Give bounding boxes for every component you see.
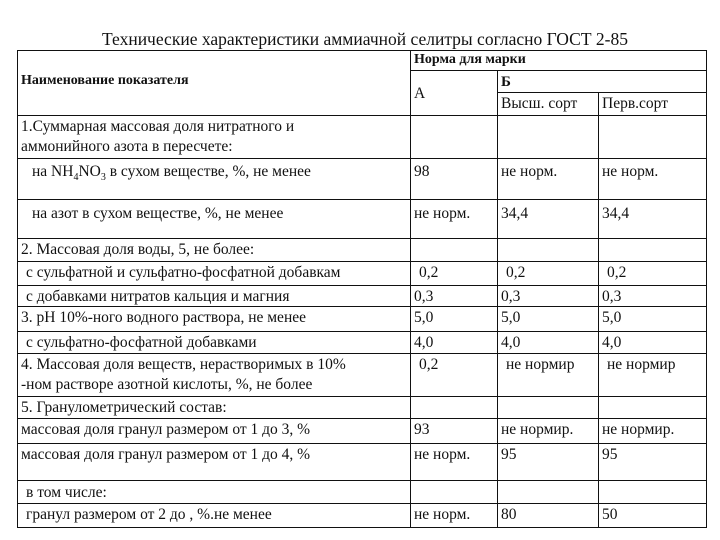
cell-a: 0,3: [411, 286, 498, 307]
row-label: 5. Гранулометрический состав:: [18, 397, 411, 419]
cell-b1: не нормир: [498, 354, 599, 397]
row-label: [18, 354, 411, 397]
row-label: с сульфатно-фосфатной добавками: [18, 332, 411, 354]
cell-b2: 0,2: [599, 262, 707, 286]
cell-b2: не нормир: [599, 354, 707, 397]
cell-b2: [599, 239, 707, 262]
row-label: гранул размером от 2 до , %.не менее: [18, 504, 411, 528]
cell-b2: 50: [599, 504, 707, 528]
row-label: в том числе:: [18, 481, 411, 504]
table-row: [18, 262, 707, 286]
table-row: [18, 419, 707, 444]
specifications-table: [17, 50, 707, 528]
cell-a: [411, 397, 498, 419]
table-row: [18, 481, 707, 504]
label-part: NO: [78, 163, 101, 180]
row-label: с добавками нитратов кальция и магния: [18, 286, 411, 307]
cell-b2: 4,0: [599, 332, 707, 354]
row-label: 2. Массовая доля воды, 5, не более:: [18, 239, 411, 262]
cell-b2: 5,0: [599, 307, 707, 332]
cell-a: [411, 239, 498, 262]
header-first-grade: Перв.сорт: [599, 93, 707, 116]
subscript: 4: [73, 172, 79, 184]
cell-b2: 0,3: [599, 286, 707, 307]
table-row: [18, 332, 707, 354]
cell-a: не норм.: [411, 504, 498, 528]
table-row: [18, 116, 707, 159]
cell-b2: не нормир.: [599, 419, 707, 444]
header-top-grade: Высш. сорт: [498, 93, 599, 116]
table-row: [18, 444, 707, 481]
label-line: 1.Суммарная массовая доля нитратного и: [21, 118, 295, 135]
cell-b1: не нормир.: [498, 419, 599, 444]
cell-b2: [599, 481, 707, 504]
cell-a: [411, 116, 498, 159]
label-line: -ном растворе азотной кислоты, %, не более: [21, 376, 313, 393]
table-row: [18, 239, 707, 262]
cell-a: 4,0: [411, 332, 498, 354]
row-label: [18, 159, 411, 200]
table-row: [18, 354, 707, 397]
table-row: [18, 200, 707, 239]
cell-a: 93: [411, 419, 498, 444]
cell-b1: [498, 481, 599, 504]
cell-a: 0,2: [411, 262, 498, 286]
cell-b2: 95: [599, 444, 707, 481]
cell-a: 5,0: [411, 307, 498, 332]
header-grade-b: Б: [498, 71, 707, 93]
cell-b2: [599, 116, 707, 159]
cell-b1: 34,4: [498, 200, 599, 239]
cell-b1: 0,3: [498, 286, 599, 307]
cell-b1: [498, 397, 599, 419]
label-line: 4. Массовая доля веществ, нерастворимых в 10%: [21, 356, 346, 373]
cell-a: не норм.: [411, 200, 498, 239]
cell-b1: 95: [498, 444, 599, 481]
cell-b1: не норм.: [498, 159, 599, 200]
row-label: [18, 116, 411, 159]
cell-a: [411, 481, 498, 504]
table-row: [18, 307, 707, 332]
cell-b2: 34,4: [599, 200, 707, 239]
cell-a: 0,2: [411, 354, 498, 397]
cell-b1: 0,2: [498, 262, 599, 286]
subscript: 3: [100, 172, 106, 184]
label-part: в сухом веществе, %, не менее: [105, 163, 311, 180]
row-label: на азот в сухом веществе, %, не менее: [18, 200, 411, 239]
cell-a: 98: [411, 159, 498, 200]
row-label: массовая доля гранул размером от 1 до 4, %: [18, 444, 411, 481]
cell-b1: 5,0: [498, 307, 599, 332]
cell-b2: не норм.: [599, 159, 707, 200]
row-label: с сульфатной и сульфатно-фосфатной добавкам: [18, 262, 411, 286]
cell-a: не норм.: [411, 444, 498, 481]
table-row: [18, 397, 707, 419]
table-row: [18, 159, 707, 200]
row-label: 3. pH 10%-ного водного раствора, не менее: [18, 307, 411, 332]
header-norm: Норма для марки: [411, 51, 707, 71]
cell-b2: [599, 397, 707, 419]
header-indicator: Наименование показателя: [18, 51, 411, 116]
header-grade-a: А: [411, 71, 498, 116]
cell-b1: [498, 239, 599, 262]
document-title: Технические характеристики аммиачной селитры согласно ГОСТ 2-85: [102, 29, 628, 49]
cell-b1: 80: [498, 504, 599, 528]
row-label: массовая доля гранул размером от 1 до 3, %: [18, 419, 411, 444]
cell-b1: [498, 116, 599, 159]
label-part: на NH: [32, 163, 74, 180]
label-line: аммонийного азота в пересчете:: [21, 138, 233, 155]
table-row: [18, 286, 707, 307]
table-row: [18, 504, 707, 528]
cell-b1: 4,0: [498, 332, 599, 354]
